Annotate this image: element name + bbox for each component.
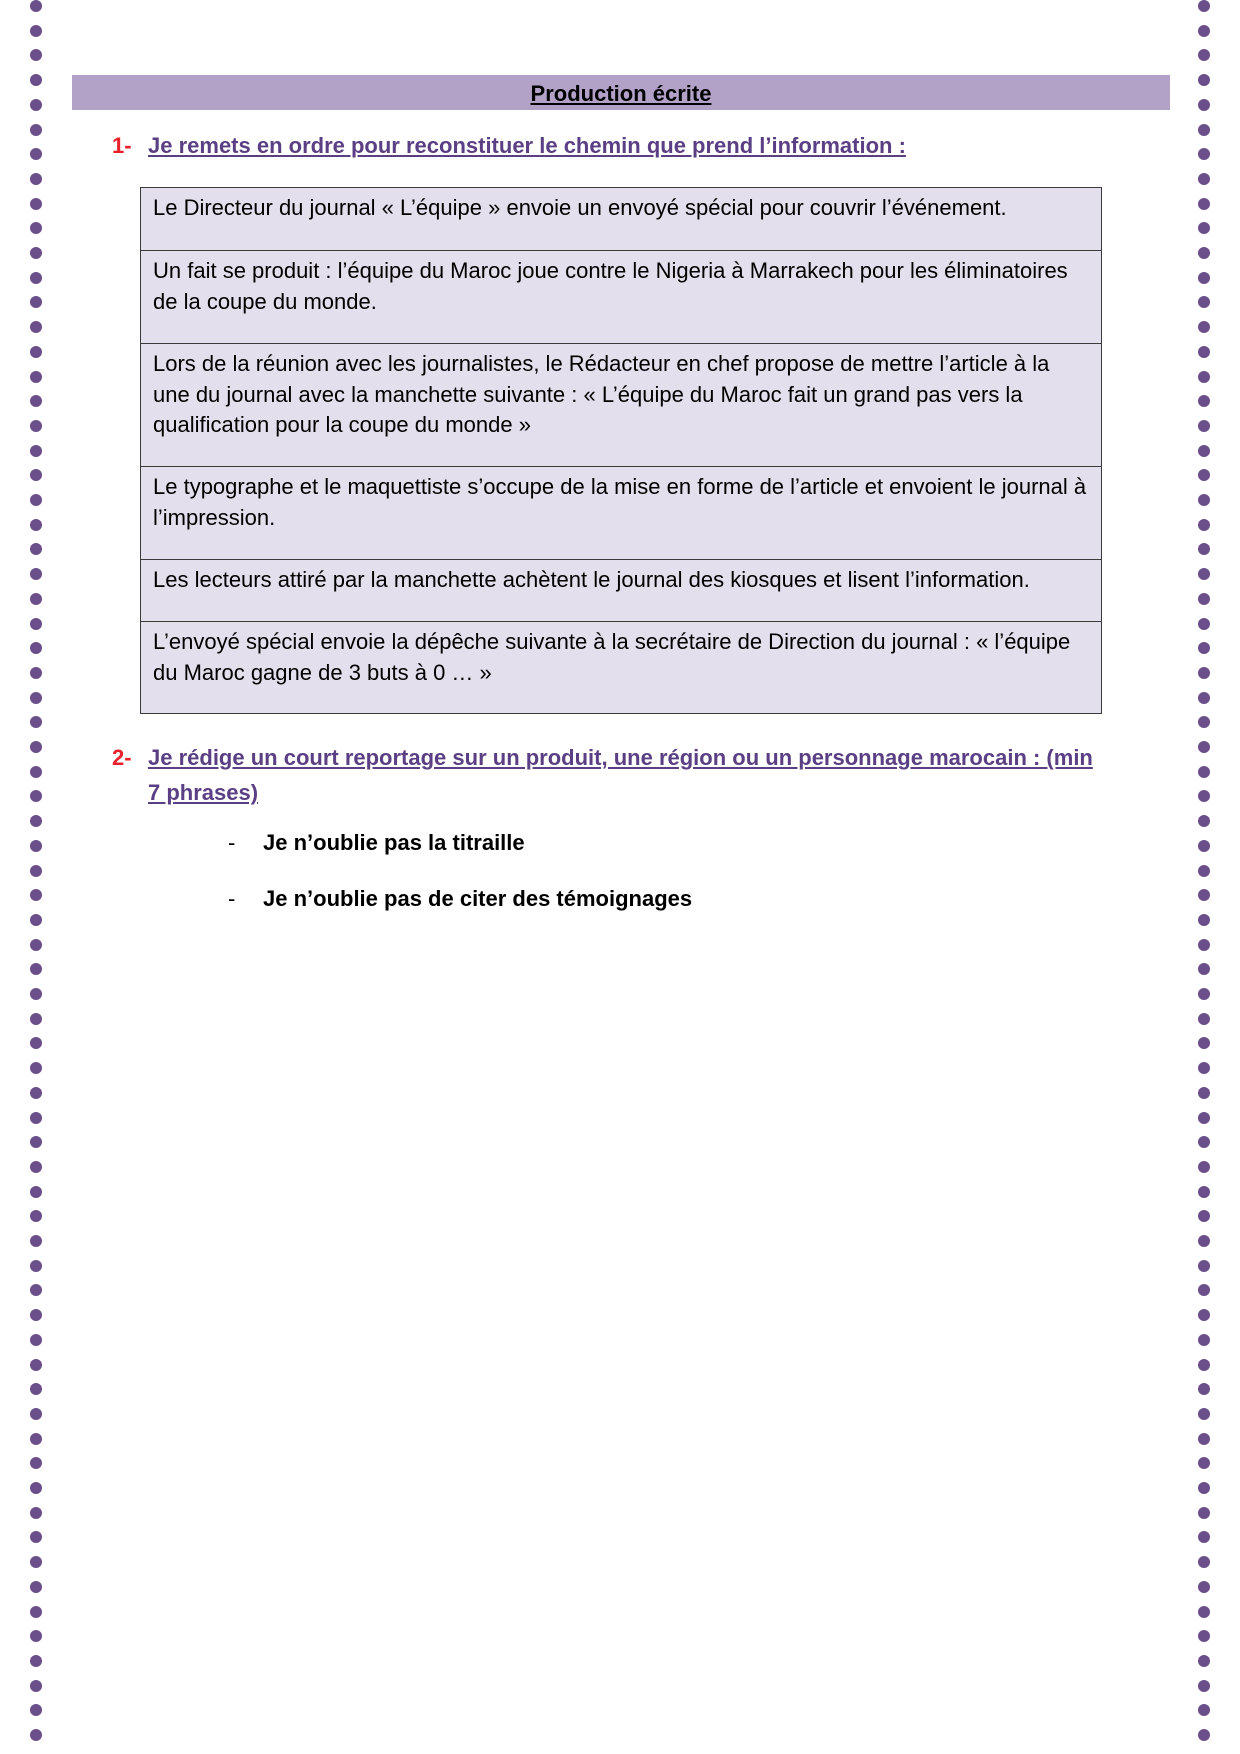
border-dot [30, 642, 42, 654]
question-1-text: Je remets en ordre pour reconstituer le chemin que prend l’information : [148, 133, 906, 158]
border-dot [1198, 692, 1210, 704]
border-dot [30, 1112, 42, 1124]
border-dot [1198, 1210, 1210, 1222]
border-dot [1198, 1037, 1210, 1049]
border-dot [1198, 865, 1210, 877]
border-dot [30, 1235, 42, 1247]
border-dot [30, 445, 42, 457]
border-dot [30, 766, 42, 778]
border-dot [1198, 1359, 1210, 1371]
border-dot [1198, 1235, 1210, 1247]
border-dot [1198, 1309, 1210, 1321]
border-dot [30, 321, 42, 333]
border-dot [1198, 766, 1210, 778]
border-dot [1198, 1383, 1210, 1395]
border-dot [1198, 1161, 1210, 1173]
border-dot [30, 914, 42, 926]
border-dot [30, 593, 42, 605]
border-dot [1198, 395, 1210, 407]
border-dot [1198, 222, 1210, 234]
border-dot [30, 1284, 42, 1296]
border-dot [30, 741, 42, 753]
border-dot [30, 1433, 42, 1445]
border-dot [30, 99, 42, 111]
border-dot [30, 1037, 42, 1049]
border-dot [30, 420, 42, 432]
step-cell-1: Le Directeur du journal « L’équipe » envoie un envoyé spécial pour couvrir l’événement. [141, 188, 1102, 251]
border-dot [1198, 1655, 1210, 1667]
step-cell-2: Un fait se produit : l’équipe du Maroc joue contre le Nigeria à Marrakech pour les éliminatoires de la coupe du monde. [141, 251, 1102, 344]
border-dot [1198, 296, 1210, 308]
border-dot [30, 1136, 42, 1148]
border-dot [30, 49, 42, 61]
border-dot [30, 1630, 42, 1642]
question-1-number: 1- [112, 133, 132, 158]
border-dot [30, 939, 42, 951]
border-dot [1198, 593, 1210, 605]
border-dot [1198, 543, 1210, 555]
border-dot [30, 1087, 42, 1099]
border-dot [30, 371, 42, 383]
border-dot [30, 1655, 42, 1667]
border-dot [1198, 815, 1210, 827]
border-dot [30, 1383, 42, 1395]
border-dot [30, 1309, 42, 1321]
border-dot [1198, 1013, 1210, 1025]
border-dot [1198, 198, 1210, 210]
list-item [228, 830, 692, 886]
table-row [141, 251, 1102, 344]
page-title: Production écrite [530, 81, 712, 106]
border-dot [1198, 1112, 1210, 1124]
border-dot [30, 247, 42, 259]
border-dot [30, 222, 42, 234]
left-dotted-border [30, 0, 44, 1754]
border-dot [1198, 1260, 1210, 1272]
border-dot [30, 1334, 42, 1346]
border-dot [1198, 371, 1210, 383]
border-dot [1198, 1606, 1210, 1618]
border-dot [1198, 618, 1210, 630]
border-dot [1198, 99, 1210, 111]
border-dot [1198, 1556, 1210, 1568]
border-dot [1198, 148, 1210, 160]
border-dot [30, 790, 42, 802]
border-dot [1198, 519, 1210, 531]
table-row [141, 560, 1102, 622]
border-dot [30, 1408, 42, 1420]
border-dot [1198, 74, 1210, 86]
border-dot [1198, 420, 1210, 432]
border-dot [30, 1507, 42, 1519]
border-dot [30, 1457, 42, 1469]
list-item [228, 886, 692, 942]
border-dot [30, 296, 42, 308]
border-dot [1198, 49, 1210, 61]
border-dot [1198, 716, 1210, 728]
border-dot [30, 1680, 42, 1692]
border-dot [30, 494, 42, 506]
border-dot [30, 395, 42, 407]
reminder-temoignages: Je n’oublie pas de citer des témoignages [263, 886, 693, 911]
border-dot [1198, 568, 1210, 580]
border-dot [30, 346, 42, 358]
border-dot [1198, 1457, 1210, 1469]
border-dot [1198, 124, 1210, 136]
border-dot [30, 618, 42, 630]
border-dot [30, 1581, 42, 1593]
border-dot [1198, 889, 1210, 901]
step-cell-6: L’envoyé spécial envoie la dépêche suivante à la secrétaire de Direction du journal : « l’équipe du Maroc gagne de 3 buts à 0 … » [141, 622, 1102, 714]
border-dot [30, 272, 42, 284]
border-dot [1198, 667, 1210, 679]
border-dot [1198, 1581, 1210, 1593]
border-dot [1198, 963, 1210, 975]
border-dot [30, 815, 42, 827]
border-dot [1198, 1136, 1210, 1148]
border-dot [30, 889, 42, 901]
reminder-list [228, 830, 692, 942]
border-dot [1198, 988, 1210, 1000]
border-dot [1198, 642, 1210, 654]
border-dot [1198, 1087, 1210, 1099]
bullet-dash: - [228, 886, 236, 911]
border-dot [1198, 1680, 1210, 1692]
border-dot [30, 469, 42, 481]
border-dot [30, 1062, 42, 1074]
border-dot [1198, 939, 1210, 951]
border-dot [1198, 1531, 1210, 1543]
question-1 [112, 128, 906, 163]
right-dotted-border [1198, 0, 1212, 1754]
border-dot [1198, 1630, 1210, 1642]
border-dot [30, 1704, 42, 1716]
border-dot [30, 0, 42, 12]
border-dot [30, 1186, 42, 1198]
border-dot [1198, 1507, 1210, 1519]
border-dot [30, 519, 42, 531]
border-dot [1198, 1729, 1210, 1741]
border-dot [30, 173, 42, 185]
step-cell-3: Lors de la réunion avec les journalistes, le Rédacteur en chef propose de mettre l’article à la une du journal avec la manchette suivante : « L’équipe du Maroc fait un grand pas vers la qualification pour la coupe du monde » [141, 344, 1102, 467]
title-band [72, 75, 1170, 110]
border-dot [1198, 272, 1210, 284]
border-dot [1198, 346, 1210, 358]
border-dot [1198, 1433, 1210, 1445]
border-dot [30, 1729, 42, 1741]
bullet-dash: - [228, 830, 236, 855]
border-dot [30, 1359, 42, 1371]
table-row [141, 622, 1102, 714]
border-dot [1198, 1186, 1210, 1198]
step-cell-4: Le typographe et le maquettiste s’occupe de la mise en forme de l’article et envoient le journal à l’impression. [141, 467, 1102, 560]
border-dot [30, 124, 42, 136]
border-dot [1198, 790, 1210, 802]
border-dot [1198, 247, 1210, 259]
border-dot [1198, 321, 1210, 333]
border-dot [30, 1013, 42, 1025]
border-dot [1198, 494, 1210, 506]
border-dot [30, 1556, 42, 1568]
border-dot [30, 74, 42, 86]
border-dot [30, 840, 42, 852]
border-dot [30, 667, 42, 679]
border-dot [1198, 25, 1210, 37]
table-row [141, 467, 1102, 560]
border-dot [1198, 1704, 1210, 1716]
border-dot [30, 1531, 42, 1543]
border-dot [30, 1482, 42, 1494]
border-dot [30, 1260, 42, 1272]
border-dot [30, 988, 42, 1000]
border-dot [30, 963, 42, 975]
border-dot [1198, 1482, 1210, 1494]
border-dot [30, 865, 42, 877]
border-dot [1198, 445, 1210, 457]
steps-table [140, 187, 1102, 714]
border-dot [30, 148, 42, 160]
step-cell-5: Les lecteurs attiré par la manchette achètent le journal des kiosques et lisent l’information. [141, 560, 1102, 622]
border-dot [1198, 1334, 1210, 1346]
reminder-titraille: Je n’oublie pas la titraille [263, 830, 525, 855]
border-dot [30, 716, 42, 728]
border-dot [30, 692, 42, 704]
border-dot [30, 568, 42, 580]
border-dot [1198, 1284, 1210, 1296]
border-dot [30, 1210, 42, 1222]
border-dot [30, 1606, 42, 1618]
question-2-number: 2- [112, 745, 132, 770]
border-dot [1198, 0, 1210, 12]
border-dot [30, 1161, 42, 1173]
border-dot [1198, 469, 1210, 481]
border-dot [1198, 1408, 1210, 1420]
border-dot [1198, 741, 1210, 753]
border-dot [1198, 914, 1210, 926]
border-dot [1198, 840, 1210, 852]
border-dot [30, 25, 42, 37]
border-dot [1198, 1062, 1210, 1074]
question-2 [112, 740, 1112, 805]
question-2-text: Je rédige un court reportage sur un produit, une région ou un personnage marocain : (min 7 phrases) [148, 745, 1093, 805]
table-row [141, 188, 1102, 251]
table-row [141, 344, 1102, 467]
border-dot [30, 198, 42, 210]
border-dot [30, 543, 42, 555]
border-dot [1198, 173, 1210, 185]
